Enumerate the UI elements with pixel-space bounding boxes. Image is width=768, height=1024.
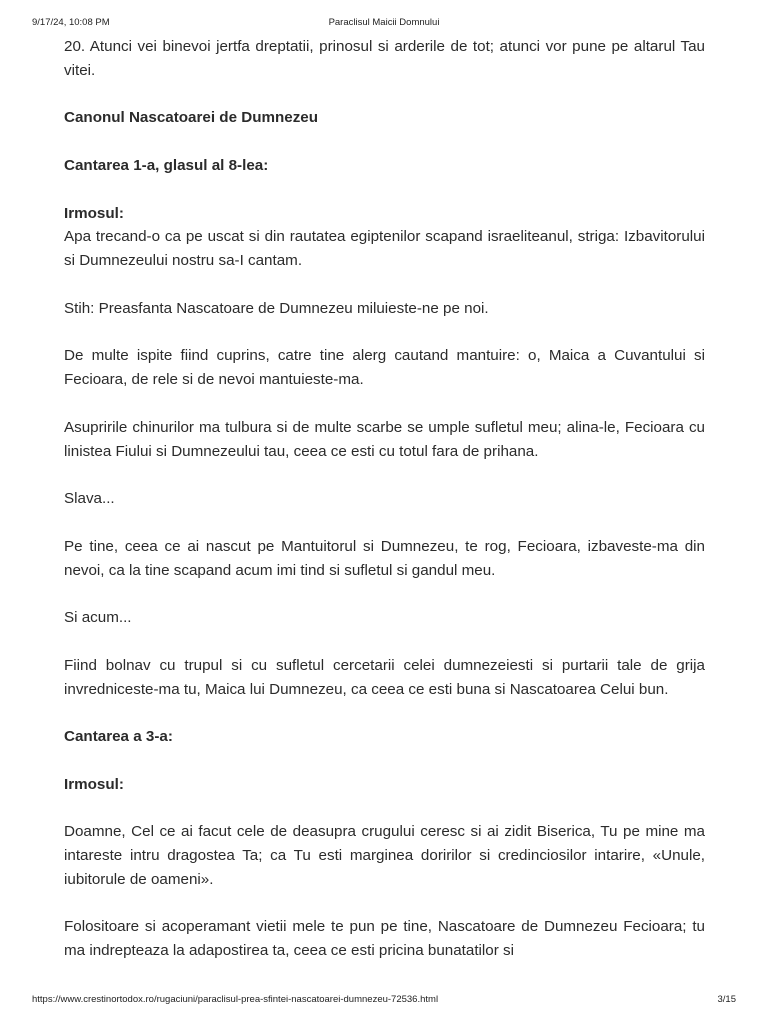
tropar-paragraph: Asupririle chinurilor ma tulbura si de multe scarbe se umple sufletul meu; alina-le, Fecioara cu linistea Fiului si Dumnezeului tau, ceea ce esti cu totul fara de prihana. [64,418,705,460]
si-acum-paragraph: Si acum... [64,609,132,627]
document-body [64,35,705,963]
page-footer [0,994,768,1008]
page-header [0,17,768,31]
footer-url: https://www.crestinortodox.ro/rugaciuni/paraclisul-prea-sfintei-nascatoarei-dumnezeu-72536.html [32,994,439,1005]
stih-paragraph: Stih: Preasfanta Nascatoare de Dumnezeu miluieste-ne pe noi. [64,299,489,317]
tropar-paragraph: Fiind bolnav cu trupul si cu sufletul cercetarii celei dumnezeiesti si purtarii tale de grija invredniceste-ma tu, Maica lui Dumnezeu, ca ceea ce esti buna si Nascatoarea Celui bun. [64,656,705,698]
page-number: 3/15 [717,994,736,1005]
tropar-paragraph: Pe tine, ceea ce ai nascut pe Mantuitorul si Dumnezeu, te rog, Fecioara, izbaveste-ma din nevoi, ca la tine scapand acum imi tind si sufletul si gandul meu. [64,537,705,579]
tropar-paragraph: Folositoare si acoperamant vietii mele te pun pe tine, Nascatoare de Dumnezeu Fecioara; tu ma indrepteaza la adapostirea ta, ceea ce esti pricina bunatatilor si [64,918,705,960]
ode-3-title: Cantarea a 3-a: [64,728,173,746]
verse-paragraph: 20. Atunci vei binevoi jertfa dreptatii, prinosul si arderile de tot; atunci vor pune pe altarul Tau vitei. [64,38,705,79]
irmos-3-label: Irmosul: [64,775,124,793]
canon-title: Canonul Nascatoarei de Dumnezeu [64,109,319,127]
tropar-paragraph: De multe ispite fiind cuprins, catre tine alerg cautand mantuire: o, Maica a Cuvantului si Fecioara, de rele si de nevoi mantuieste-ma. [64,347,705,389]
irmos-3-text: Doamne, Cel ce ai facut cele de deasupra crugului ceresc si ai zidit Biserica, Tu pe mine ma intareste intru dragostea Ta; ca Tu esti marginea doririlor si credinciosilor intarire, «Unule, iubitorule de oameni». [64,823,705,888]
irmos-1-label: Irmosul: [64,204,124,222]
header-datetime: 9/17/24, 10:08 PM [32,17,110,28]
header-title: Paraclisul Maicii Domnului [328,17,440,28]
slava-paragraph: Slava... [64,490,115,508]
irmos-1-text: Apa trecand-o ca pe uscat si din rautatea egiptenilor scapand israeliteanul, striga: Izbavitorului si Dumnezeului nostru sa-I cantam. [64,228,705,270]
ode-1-title: Cantarea 1-a, glasul al 8-lea: [64,156,269,174]
